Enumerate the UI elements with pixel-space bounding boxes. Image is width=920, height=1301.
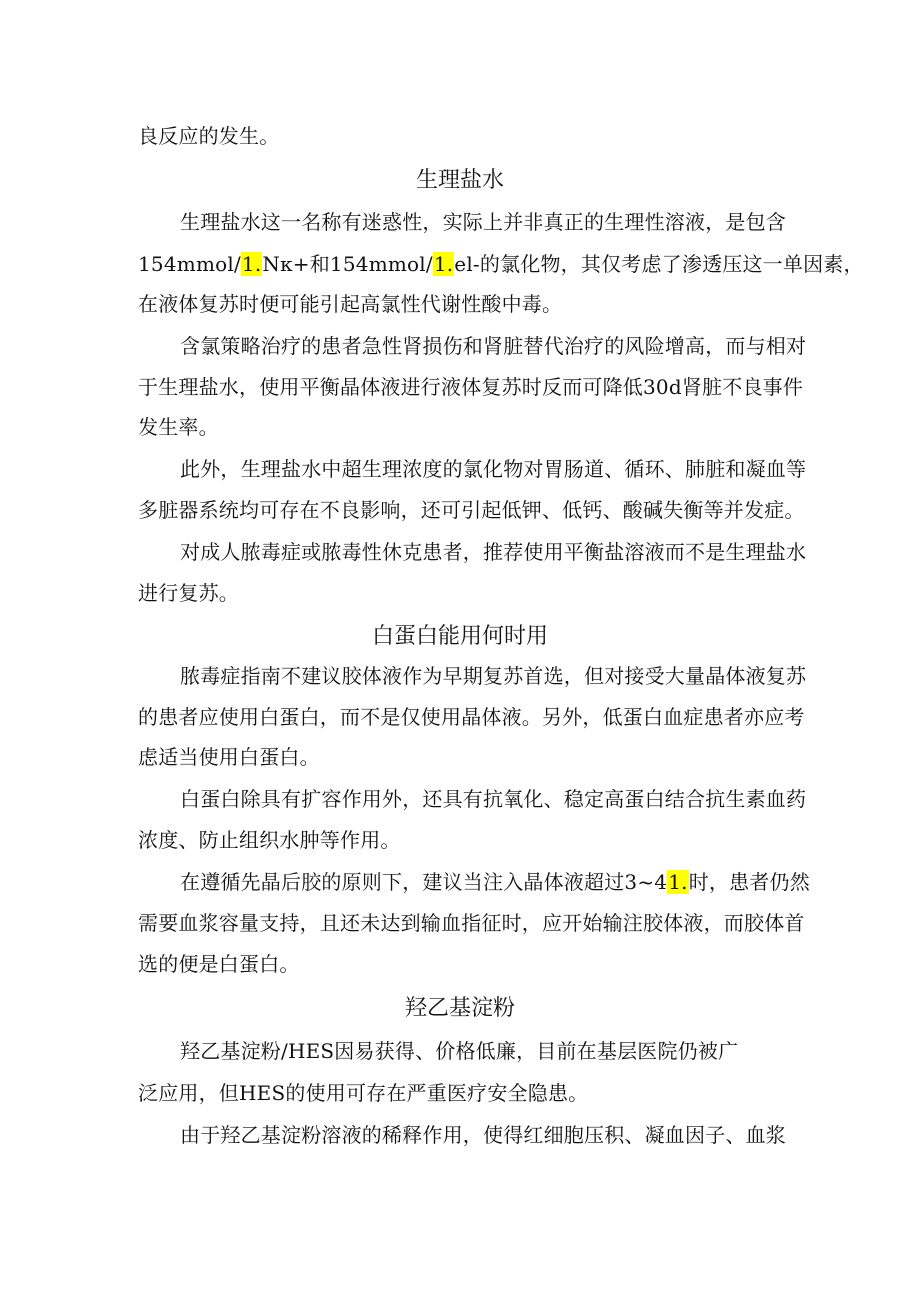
section-heading-albumin: 白蛋白能用何时用	[371, 624, 548, 649]
paragraph-line: 虑适当使用白蛋白。	[138, 745, 320, 769]
paragraph-line: 进行复苏。	[138, 581, 239, 605]
paragraph-line: 发生率。	[138, 415, 219, 439]
paragraph-line: 需要血浆容量支持，且还未达到输血指征时，应开始输注胶体液，而胶体首	[138, 911, 805, 935]
paragraph-line: 多脏器系统均可存在不良影响，还可引起低钾、低钙、酸碱失衡等并发症。	[138, 498, 805, 522]
paragraph-line: 的患者应使用白蛋白，而不是仅使用晶体液。另外，低蛋白血症患者亦应考	[138, 705, 805, 729]
paragraph-line: 由于羟乙基淀粉溶液的稀释作用，使得红细胞压积、凝血因子、血浆	[180, 1123, 786, 1147]
paragraph-line	[180, 868, 810, 896]
paragraph-line: 泛应用，但HES的使用可存在严重医疗安全隐患。	[138, 1081, 589, 1105]
text-run: Nκ+和154mmol/	[262, 252, 433, 276]
text-run: 154mmol/	[138, 252, 241, 276]
paragraph-line: 对成人脓毒症或脓毒性休克患者，推荐使用平衡盐溶液而不是生理盐水	[180, 540, 807, 564]
highlighted-text: 1.	[241, 252, 262, 276]
paragraph-line: 此外，生理盐水中超生理浓度的氯化物对胃肠道、循环、肺脏和凝血等	[180, 457, 807, 481]
paragraph-line	[138, 250, 864, 278]
paragraph-line: 良反应的发生。	[138, 124, 280, 148]
text-run: el-的氯化物，其仅考虑了渗透压这一单因素，	[454, 252, 864, 276]
section-heading-hes: 羟乙基淀粉	[404, 996, 515, 1021]
paragraph-line: 脓毒症指南不建议胶体液作为早期复苏首选，但对接受大量晶体液复苏	[180, 664, 807, 688]
paragraph-line: 浓度、防止组织水肿等作用。	[138, 828, 401, 852]
paragraph-line: 羟乙基淀粉/HES因易获得、价格低廉，目前在基层医院仍被广	[180, 1039, 739, 1063]
paragraph-line: 于生理盐水，使用平衡晶体液进行液体复苏时反而可降低30d肾脏不良事件	[138, 375, 804, 399]
text-run: 在遵循先晶后胶的原则下，建议当注入晶体液超过3~4	[180, 870, 668, 894]
text-run: 时，患者仍然	[688, 870, 810, 894]
highlighted-text: 1.	[433, 252, 454, 276]
paragraph-line: 白蛋白除具有扩容作用外，还具有抗氧化、稳定高蛋白结合抗生素血药	[180, 787, 807, 811]
section-heading-saline: 生理盐水	[415, 168, 504, 193]
paragraph-line: 生理盐水这一名称有迷惑性，实际上并非真正的生理性溶液，是包含	[180, 210, 786, 234]
highlighted-text: 1.	[668, 870, 688, 894]
paragraph-line: 在液体复苏时便可能引起高氯性代谢性酸中毒。	[138, 292, 563, 316]
paragraph-line: 选的便是白蛋白。	[138, 952, 300, 976]
paragraph-line: 含氯策略治疗的患者急性肾损伤和肾脏替代治疗的风险增高，而与相对	[180, 334, 807, 358]
